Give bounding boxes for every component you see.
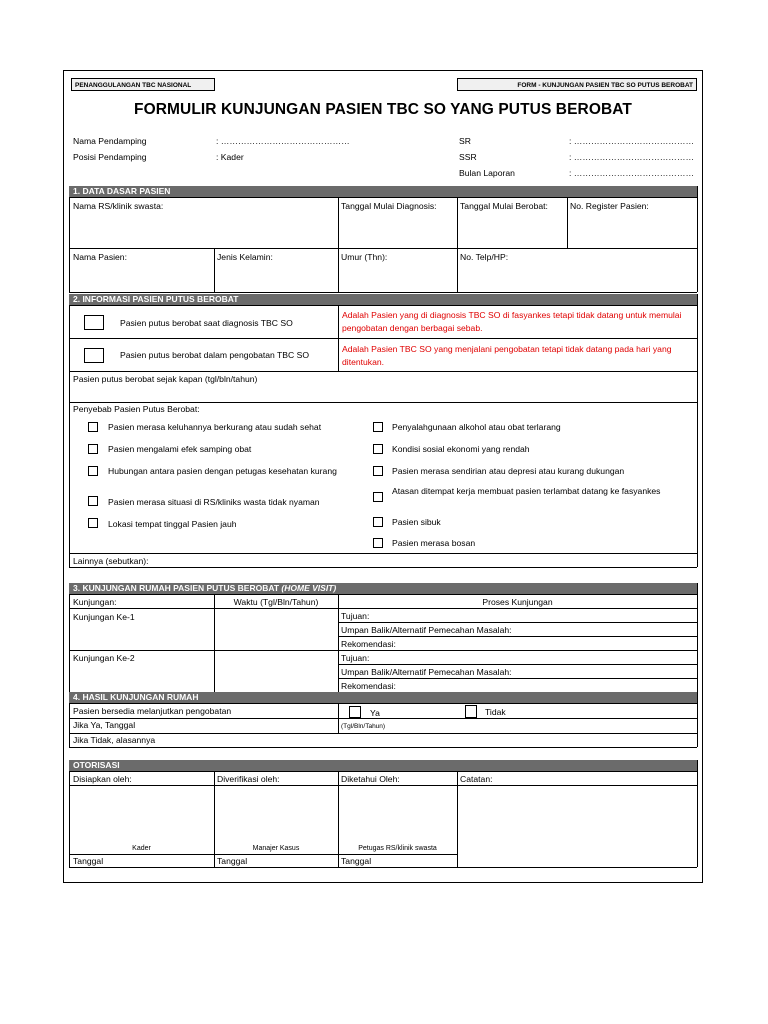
opt2-description: Adalah Pasien TBC SO yang menjalani pengobatan tetapi tidak datang pada hari yang ditentukan. bbox=[342, 344, 672, 367]
nama-pasien-field[interactable]: Nama Pasien: bbox=[73, 252, 127, 262]
telp-field[interactable]: No. Telp/HP: bbox=[460, 252, 509, 262]
disiapkan-label: Disiapkan oleh: bbox=[73, 774, 132, 784]
ssr-field[interactable]: : …………………………………… bbox=[569, 152, 695, 162]
reason-checkbox[interactable] bbox=[373, 422, 383, 432]
reason-label: Pasien sibuk bbox=[392, 517, 441, 527]
reason-label: Pasien merasa keluhannya berkurang atau sudah sehat bbox=[108, 422, 322, 432]
tanggal-diverifikasi-field[interactable]: Tanggal bbox=[217, 856, 248, 866]
putus-sejak-field[interactable]: Pasien putus berobat sejak kapan (tgl/bln/tahun) bbox=[73, 374, 258, 384]
visit1-label: Kunjungan Ke-1 bbox=[73, 612, 135, 622]
lainnya-field[interactable]: Lainnya (sebutkan): bbox=[73, 556, 149, 566]
bulan-laporan-field[interactable]: : …………………………………… bbox=[569, 168, 695, 178]
posisi-pendamping-label: Posisi Pendamping bbox=[73, 152, 147, 162]
reason-checkbox[interactable] bbox=[88, 518, 98, 528]
umur-field[interactable]: Umur (Thn): bbox=[341, 252, 388, 262]
jika-tidak-field[interactable]: Jika Tidak, alasannya bbox=[73, 735, 156, 745]
no-register-field[interactable]: No. Register Pasien: bbox=[570, 201, 649, 211]
reason-checkbox[interactable] bbox=[373, 444, 383, 454]
bulan-laporan-label: Bulan Laporan bbox=[459, 168, 515, 178]
tgl-diagnosis-field[interactable]: Tanggal Mulai Diagnosis: bbox=[341, 201, 437, 211]
visit2-umpan-balik[interactable]: Umpan Balik/Alternatif Pemecahan Masalah: bbox=[341, 667, 512, 677]
tgl-berobat-field[interactable]: Tanggal Mulai Berobat: bbox=[460, 201, 548, 211]
tidak-checkbox[interactable] bbox=[465, 705, 477, 718]
kader-signature-label: Kader bbox=[132, 845, 151, 852]
nama-pendamping-label: Nama Pendamping bbox=[73, 136, 147, 146]
petugas-signature-label: Petugas RS/klinik swasta bbox=[358, 845, 437, 852]
col-kunjungan: Kunjungan: bbox=[73, 597, 117, 607]
posisi-pendamping-field[interactable]: : Kader bbox=[216, 152, 244, 162]
section1-heading: 1. DATA DASAR PASIEN bbox=[69, 186, 697, 197]
ya-checkbox[interactable] bbox=[349, 706, 361, 718]
nama-pendamping-field[interactable]: : ……………………………………… bbox=[216, 136, 350, 146]
program-label: PENANGGULANGAN TBC NASIONAL bbox=[71, 78, 215, 91]
ssr-label: SSR bbox=[459, 152, 477, 162]
tanggal-disiapkan-field[interactable]: Tanggal bbox=[73, 856, 104, 866]
reason-checkbox[interactable] bbox=[373, 538, 383, 548]
visit1-umpan-balik[interactable]: Umpan Balik/Alternatif Pemecahan Masalah: bbox=[341, 625, 512, 635]
reason-label: Penyalahgunaan alkohol atau obat terlarang bbox=[392, 422, 561, 432]
diverifikasi-label: Diverifikasi oleh: bbox=[217, 774, 280, 784]
visit1-tujuan[interactable]: Tujuan: bbox=[341, 611, 370, 621]
catatan-field[interactable]: Catatan: bbox=[460, 774, 493, 784]
jika-ya-field[interactable]: Jika Ya, Tanggal bbox=[73, 720, 136, 730]
section3-heading-text: 3. KUNJUNGAN RUMAH PASIEN PUTUS BEROBAT bbox=[73, 583, 282, 593]
reason-label: Kondisi sosial ekonomi yang rendah bbox=[392, 444, 530, 454]
reason-label: Pasien merasa bosan bbox=[392, 538, 476, 548]
manajer-signature-label: Manajer Kasus bbox=[252, 845, 300, 852]
bersedia-label: Pasien bersedia melanjutkan pengobatan bbox=[73, 706, 232, 716]
section3-heading bbox=[69, 583, 697, 594]
reason-label: Pasien mengalami efek samping obat bbox=[108, 444, 252, 454]
reason-checkbox[interactable] bbox=[373, 517, 383, 527]
reason-checkbox[interactable] bbox=[88, 422, 98, 432]
reason-checkbox[interactable] bbox=[373, 466, 383, 476]
opt2-label: Pasien putus berobat dalam pengobatan TBC SO bbox=[120, 350, 310, 360]
otorisasi-heading: OTORISASI bbox=[69, 760, 697, 771]
visit2-label: Kunjungan Ke-2 bbox=[73, 653, 135, 663]
reason-label: Hubungan antara pasien dengan petugas kesehatan kurang bbox=[108, 466, 337, 476]
opt1-checkbox[interactable] bbox=[84, 315, 104, 330]
reason-label: Lokasi tempat tinggal Pasien jauh bbox=[108, 519, 237, 529]
col-waktu: Waktu (Tgl/Bln/Tahun) bbox=[233, 597, 319, 607]
opt1-description: Adalah Pasien yang di diagnosis TBC SO di fasyankes tetapi tidak datang untuk memulai pengobatan dengan berbagai sebab. bbox=[342, 310, 682, 333]
visit1-rekomendasi[interactable]: Rekomendasi: bbox=[341, 639, 396, 649]
reason-checkbox[interactable] bbox=[373, 492, 383, 502]
opt1-label: Pasien putus berobat saat diagnosis TBC SO bbox=[120, 318, 293, 328]
col-proses: Proses Kunjungan bbox=[482, 597, 553, 607]
diketahui-label: Diketahui Oleh: bbox=[341, 774, 400, 784]
ya-label: Ya bbox=[370, 708, 380, 718]
tanggal-diketahui-field[interactable]: Tanggal bbox=[341, 856, 372, 866]
jenis-kelamin-field[interactable]: Jenis Kelamin: bbox=[217, 252, 273, 262]
penyebab-label: Penyebab Pasien Putus Berobat: bbox=[73, 404, 200, 414]
form-title: FORMULIR KUNJUNGAN PASIEN TBC SO YANG PUTUS BEROBAT bbox=[134, 101, 632, 118]
tidak-label: Tidak bbox=[485, 707, 506, 717]
reason-label: Pasien merasa situasi di RS/kliniks wasta tidak nyaman bbox=[108, 497, 320, 507]
reason-checkbox[interactable] bbox=[88, 444, 98, 454]
reason-label: Pasien merasa sendirian atau depresi atau kurang dukungan bbox=[392, 466, 625, 476]
date-format-hint: (Tgl/Bln/Tahun) bbox=[341, 723, 386, 730]
reason-checkbox[interactable] bbox=[88, 496, 98, 506]
visit2-tujuan[interactable]: Tujuan: bbox=[341, 653, 370, 663]
opt2-checkbox[interactable] bbox=[84, 348, 104, 363]
sr-field[interactable]: : …………………………………… bbox=[569, 136, 695, 146]
section2-heading: 2. INFORMASI PASIEN PUTUS BEROBAT bbox=[69, 294, 697, 305]
section4-heading: 4. HASIL KUNJUNGAN RUMAH bbox=[69, 692, 697, 703]
sr-label: SR bbox=[459, 136, 471, 146]
section3-heading-italic: (HOME VISIT) bbox=[281, 583, 337, 593]
reason-label: Atasan ditempat kerja membuat pasien terlambat datang ke fasyankes bbox=[392, 486, 661, 496]
form-code-label: FORM - KUNJUNGAN PASIEN TBC SO PUTUS BEROBAT bbox=[457, 78, 697, 91]
visit2-rekomendasi[interactable]: Rekomendasi: bbox=[341, 681, 396, 691]
nama-rs-field[interactable]: Nama RS/klinik swasta: bbox=[73, 201, 164, 211]
reason-checkbox[interactable] bbox=[88, 466, 98, 476]
